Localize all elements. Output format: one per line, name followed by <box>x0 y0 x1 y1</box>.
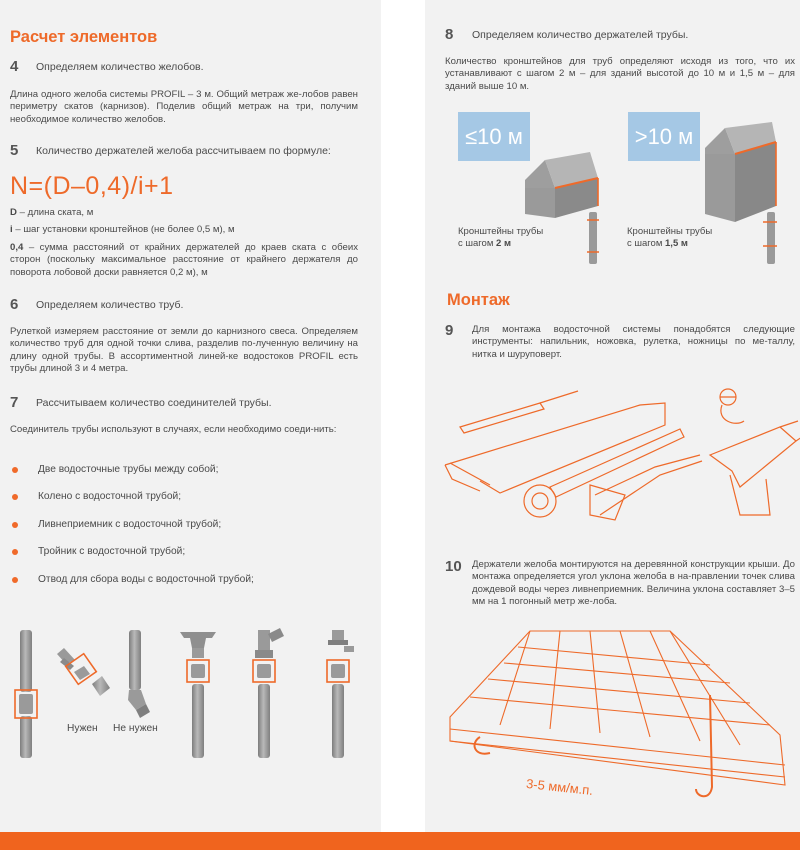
gutter-holder-formula: N=(D–0,4)/i+1 <box>10 172 174 200</box>
bullet-item: Колено с водосточной трубой; <box>38 491 182 502</box>
bullet-item: Ливнеприемник с водосточной трубой; <box>38 519 222 530</box>
roof-gutter-illustration <box>440 625 800 830</box>
pipe-brackets-1-5m-icon <box>761 210 781 266</box>
bullet-dot <box>12 577 18 583</box>
step-7-text: Соединитель трубы используют в случаях, если необходимо соеди-нить: <box>10 424 337 435</box>
outlet-connector-icon <box>327 630 354 758</box>
step-10-text: Держатели желоба монтируются на деревянной конструкции крыши. До монтажа определяется угол уклона желоба в на-правлении точек слива дождевой воды через ливнеприемник. Величина уклона составляет 3–5 мм на 1 погонный метр же-лоба. <box>472 559 795 608</box>
pipe-connectors-illustration <box>0 620 381 770</box>
step-7-number: 7 <box>10 394 19 411</box>
tee-connector-icon <box>253 628 284 758</box>
step-7-title: Рассчитываем количество соединителей трубы. <box>36 397 272 409</box>
bullet-item: Тройник с водосточной трубой; <box>38 546 186 557</box>
step-10-number: 10 <box>445 558 462 575</box>
bracket-label-high: Кронштейны трубы с шагом 1,5 м <box>627 226 713 249</box>
bullet-dot <box>12 522 18 528</box>
step-9-number: 9 <box>445 322 454 339</box>
step-5-number: 5 <box>10 142 19 159</box>
elbow-connector-needed-icon <box>57 648 110 696</box>
definition-i: i – шаг установки кронштейнов (не более 0,5 м), м <box>10 224 235 235</box>
step-4-title: Определяем количество желобов. <box>36 61 204 73</box>
gutter-holder-icon <box>696 695 712 796</box>
step-8-title: Определяем количество держателей трубы. <box>472 29 689 41</box>
roof-frame-icon <box>450 631 785 785</box>
definition-d: D – длина ската, м <box>10 207 94 218</box>
step-4-text: Длина одного желоба системы PROFIL – 3 м. Общий метраж же-лобов равен периметру скатов (карнизов). Поделив общий метраж на три, получим необходимое количество желобов. <box>10 89 358 125</box>
step-6-title: Определяем количество труб. <box>36 299 184 311</box>
bullet-dot <box>12 467 18 473</box>
pipe-brackets-2m-icon <box>585 210 605 266</box>
caption-needed: Нужен <box>67 723 98 734</box>
file-icon <box>460 403 544 433</box>
pipe-pipe-connector-icon <box>15 630 37 758</box>
right-panel <box>425 0 800 832</box>
step-8-number: 8 <box>445 26 454 43</box>
step-9-text: Для монтажа водосточной системы понадобятся следующие инструменты: напильник, ножовка, рулетка, ножницы по ме-таллу, нитка и шуруповерт. <box>472 324 795 360</box>
height-up-to-10m-badge: ≤10 м <box>458 112 530 161</box>
definition-04: 0,4 – сумма расстояний от крайних держателей до краев ската с обеих сторон (поскольку максимальное расстояние от крайнего держателя до поворота лобовой доски равняется 0,2 м), м <box>10 242 358 278</box>
footer-bar <box>0 832 800 850</box>
calc-heading: Расчет элементов <box>10 28 158 46</box>
step-6-text: Рулеткой измеряем расстояние от земли до карнизного свеса. Определяем количество труб для одной точки слива, разделив по-лученную величину на длину одной трубы. В ассортиментной линей-ке водостоков PROFIL есть трубы длиной 3 и 4 метра. <box>10 326 358 375</box>
step-6-number: 6 <box>10 296 19 313</box>
hacksaw-icon <box>445 403 665 493</box>
bracket-label-low: Кронштейны трубы с шагом 2 м <box>458 226 544 249</box>
funnel-connector-icon <box>180 632 216 758</box>
bullet-item: Отвод для сбора воды с водосточной трубой; <box>38 574 254 585</box>
tools-illustration <box>440 375 800 535</box>
step-8-text: Количество кронштейнов для труб определяют исходя из того, что их устанавливают с шагом 2 м – для зданий высотой до 10 м и 1,5 м – для зданий выше 10 м. <box>445 56 795 92</box>
bullet-dot <box>12 494 18 500</box>
elbow-connector-not-needed-icon <box>128 630 150 718</box>
screwdriver-drill-icon <box>710 427 796 487</box>
left-panel <box>0 0 381 832</box>
metal-scissors-icon <box>595 455 702 515</box>
mounting-heading: Монтаж <box>447 291 510 309</box>
bullet-dot <box>12 549 18 555</box>
height-over-10m-badge: >10 м <box>628 112 700 161</box>
step-5-title: Количество держателей желоба рассчитываем по формуле: <box>36 145 331 157</box>
slope-label: 3-5 мм/м.п. <box>525 776 594 798</box>
bullet-item: Две водосточные трубы между собой; <box>38 464 219 475</box>
caption-not-needed: Не нужен <box>113 723 158 734</box>
step-4-number: 4 <box>10 58 19 75</box>
